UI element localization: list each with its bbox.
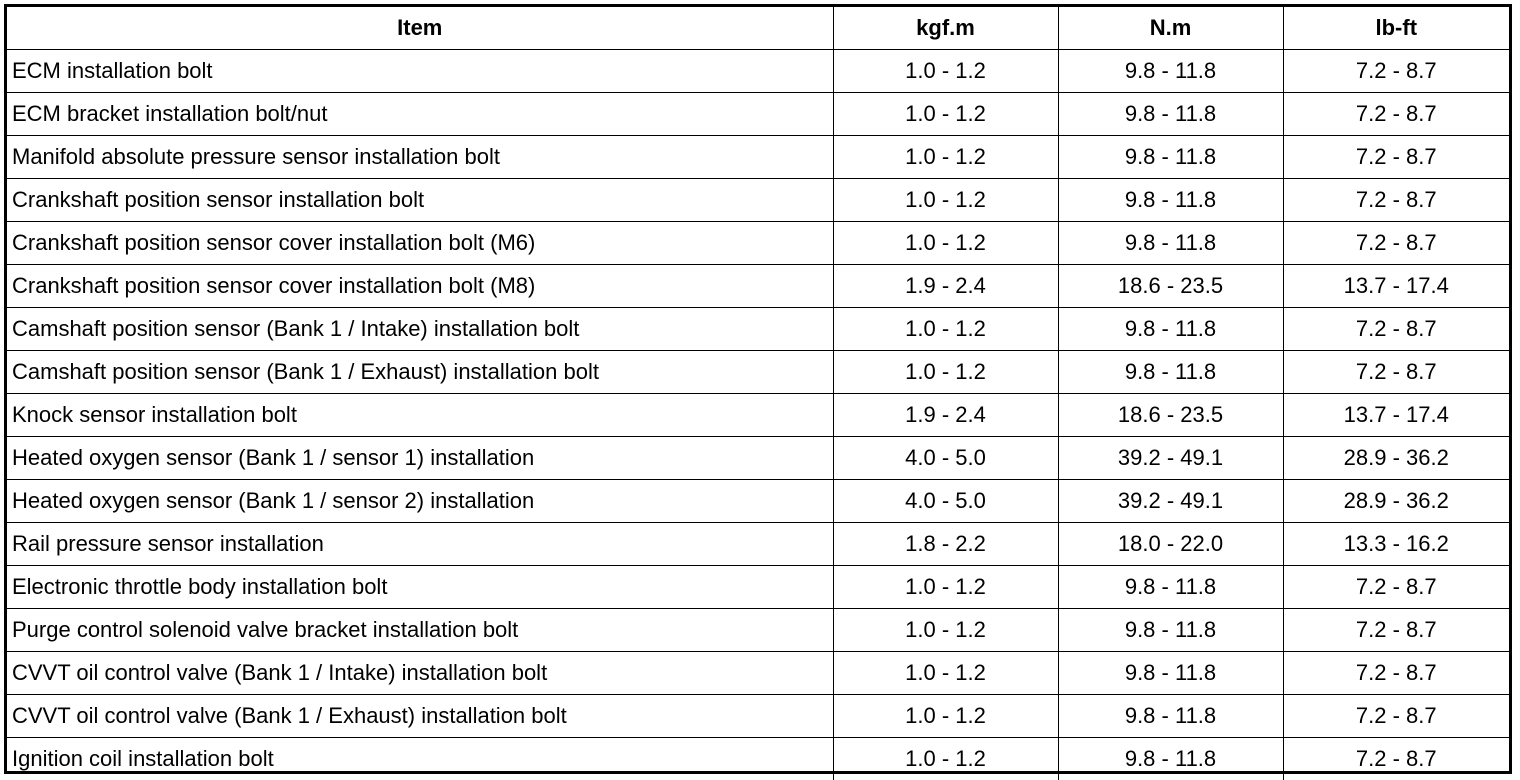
n-m-cell: 9.8 - 11.8 — [1058, 695, 1283, 738]
table-row — [7, 609, 1509, 652]
table-row — [7, 179, 1509, 222]
n-m-cell: 18.6 - 23.5 — [1058, 394, 1283, 437]
table-row — [7, 93, 1509, 136]
item-cell: CVVT oil control valve (Bank 1 / Intake) installation bolt — [7, 652, 833, 695]
table-row — [7, 652, 1509, 695]
n-m-cell: 18.6 - 23.5 — [1058, 265, 1283, 308]
lb-ft-cell: 7.2 - 8.7 — [1283, 50, 1509, 93]
kgf-m-cell: 1.0 - 1.2 — [833, 738, 1058, 780]
n-m-cell: 39.2 - 49.1 — [1058, 437, 1283, 480]
n-m-cell: 9.8 - 11.8 — [1058, 351, 1283, 394]
n-m-cell: 9.8 - 11.8 — [1058, 652, 1283, 695]
table-row — [7, 695, 1509, 738]
item-cell: Purge control solenoid valve bracket installation bolt — [7, 609, 833, 652]
n-m-cell: 9.8 - 11.8 — [1058, 566, 1283, 609]
item-cell: Knock sensor installation bolt — [7, 394, 833, 437]
item-cell: Electronic throttle body installation bolt — [7, 566, 833, 609]
table-row — [7, 480, 1509, 523]
table-row — [7, 50, 1509, 93]
table-header-row — [7, 7, 1509, 50]
kgf-m-cell: 1.0 - 1.2 — [833, 50, 1058, 93]
kgf-m-cell: 1.9 - 2.4 — [833, 394, 1058, 437]
kgf-m-cell: 4.0 - 5.0 — [833, 480, 1058, 523]
lb-ft-cell: 13.3 - 16.2 — [1283, 523, 1509, 566]
table-row — [7, 265, 1509, 308]
kgf-m-cell: 1.0 - 1.2 — [833, 136, 1058, 179]
item-cell: Crankshaft position sensor cover installation bolt (M6) — [7, 222, 833, 265]
table-row — [7, 738, 1509, 780]
item-cell: Rail pressure sensor installation — [7, 523, 833, 566]
n-m-cell: 9.8 - 11.8 — [1058, 136, 1283, 179]
lb-ft-cell: 7.2 - 8.7 — [1283, 136, 1509, 179]
n-m-cell: 9.8 - 11.8 — [1058, 609, 1283, 652]
kgf-m-cell: 1.0 - 1.2 — [833, 308, 1058, 351]
item-cell: Camshaft position sensor (Bank 1 / Intake) installation bolt — [7, 308, 833, 351]
table-row — [7, 351, 1509, 394]
lb-ft-cell: 7.2 - 8.7 — [1283, 652, 1509, 695]
kgf-m-cell: 1.0 - 1.2 — [833, 609, 1058, 652]
table-row — [7, 222, 1509, 265]
item-cell: Crankshaft position sensor cover installation bolt (M8) — [7, 265, 833, 308]
lb-ft-cell: 13.7 - 17.4 — [1283, 394, 1509, 437]
item-cell: ECM installation bolt — [7, 50, 833, 93]
kgf-m-cell: 1.0 - 1.2 — [833, 695, 1058, 738]
n-m-cell: 18.0 - 22.0 — [1058, 523, 1283, 566]
lb-ft-cell: 28.9 - 36.2 — [1283, 480, 1509, 523]
n-m-cell: 9.8 - 11.8 — [1058, 738, 1283, 780]
lb-ft-cell: 7.2 - 8.7 — [1283, 93, 1509, 136]
kgf-m-cell: 1.0 - 1.2 — [833, 566, 1058, 609]
n-m-cell: 39.2 - 49.1 — [1058, 480, 1283, 523]
table-row — [7, 523, 1509, 566]
kgf-m-cell: 1.0 - 1.2 — [833, 222, 1058, 265]
kgf-m-cell: 1.8 - 2.2 — [833, 523, 1058, 566]
item-cell: Ignition coil installation bolt — [7, 738, 833, 780]
item-cell: ECM bracket installation bolt/nut — [7, 93, 833, 136]
item-cell: CVVT oil control valve (Bank 1 / Exhaust) installation bolt — [7, 695, 833, 738]
kgf-m-cell: 1.0 - 1.2 — [833, 351, 1058, 394]
torque-spec-table-frame — [4, 4, 1512, 774]
header-kgf-m: kgf.m — [833, 7, 1058, 50]
item-cell: Crankshaft position sensor installation bolt — [7, 179, 833, 222]
table-row — [7, 308, 1509, 351]
n-m-cell: 9.8 - 11.8 — [1058, 222, 1283, 265]
header-lb-ft: lb-ft — [1283, 7, 1509, 50]
header-n-m: N.m — [1058, 7, 1283, 50]
lb-ft-cell: 7.2 - 8.7 — [1283, 308, 1509, 351]
kgf-m-cell: 1.0 - 1.2 — [833, 652, 1058, 695]
lb-ft-cell: 7.2 - 8.7 — [1283, 179, 1509, 222]
kgf-m-cell: 1.0 - 1.2 — [833, 179, 1058, 222]
torque-spec-table — [7, 7, 1509, 780]
kgf-m-cell: 4.0 - 5.0 — [833, 437, 1058, 480]
item-cell: Heated oxygen sensor (Bank 1 / sensor 1) installation — [7, 437, 833, 480]
item-cell: Manifold absolute pressure sensor installation bolt — [7, 136, 833, 179]
table-row — [7, 394, 1509, 437]
table-body — [7, 50, 1509, 780]
lb-ft-cell: 7.2 - 8.7 — [1283, 566, 1509, 609]
table-row — [7, 437, 1509, 480]
kgf-m-cell: 1.0 - 1.2 — [833, 93, 1058, 136]
lb-ft-cell: 13.7 - 17.4 — [1283, 265, 1509, 308]
lb-ft-cell: 7.2 - 8.7 — [1283, 609, 1509, 652]
n-m-cell: 9.8 - 11.8 — [1058, 179, 1283, 222]
lb-ft-cell: 7.2 - 8.7 — [1283, 738, 1509, 780]
n-m-cell: 9.8 - 11.8 — [1058, 50, 1283, 93]
header-item: Item — [7, 7, 833, 50]
item-cell: Camshaft position sensor (Bank 1 / Exhaust) installation bolt — [7, 351, 833, 394]
table-row — [7, 136, 1509, 179]
n-m-cell: 9.8 - 11.8 — [1058, 308, 1283, 351]
lb-ft-cell: 7.2 - 8.7 — [1283, 351, 1509, 394]
kgf-m-cell: 1.9 - 2.4 — [833, 265, 1058, 308]
lb-ft-cell: 7.2 - 8.7 — [1283, 222, 1509, 265]
lb-ft-cell: 7.2 - 8.7 — [1283, 695, 1509, 738]
item-cell: Heated oxygen sensor (Bank 1 / sensor 2) installation — [7, 480, 833, 523]
table-row — [7, 566, 1509, 609]
n-m-cell: 9.8 - 11.8 — [1058, 93, 1283, 136]
lb-ft-cell: 28.9 - 36.2 — [1283, 437, 1509, 480]
